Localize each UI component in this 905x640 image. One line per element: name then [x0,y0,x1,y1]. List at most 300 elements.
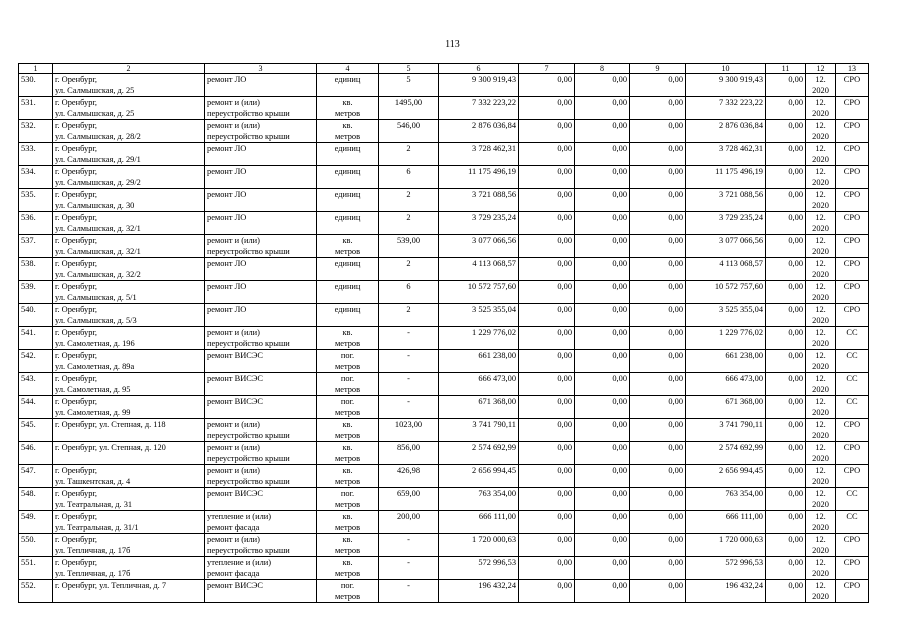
deadline-cell [806,511,836,534]
deadline-cell [806,166,836,189]
col10-cell [686,465,766,488]
col8-cell [575,120,630,143]
method-cell-text: СРО [843,213,861,222]
work-type-cell [205,442,317,465]
address-cell-text: г. Оренбург, ул. Тепличная, д. 7 [55,581,167,590]
deadline-cell-text: 2020 [812,224,829,233]
table-row [19,166,869,189]
unit-cell-text: метров [334,362,361,371]
cost-cell-text: 1 720 000,63 [472,535,516,544]
cost-cell-text: 10 572 757,60 [467,282,516,291]
row-number-text: 537. [21,236,36,245]
deadline-cell [806,465,836,488]
col9-cell [630,74,686,97]
col8-cell-text: 0,00 [612,167,627,176]
col8-cell [575,304,630,327]
unit-cell [317,120,379,143]
unit-cell [317,488,379,511]
address-cell-text: ул. Салмышская, д. 30 [55,201,135,210]
col7-cell [519,350,575,373]
deadline-cell-text: 12. [815,305,826,314]
quantity-cell [379,488,439,511]
quantity-cell-text: - [407,558,410,567]
col9-cell [630,97,686,120]
col7-cell [519,212,575,235]
col11-cell-text: 0,00 [788,190,803,199]
address-cell-text: ул. Салмышская, д. 32/1 [55,247,141,256]
work-type-cell-text: ремонт ВИСЭС [207,397,263,406]
col8-cell-text: 0,00 [612,328,627,337]
col8-cell-text: 0,00 [612,397,627,406]
column-header-7: 7 [519,64,575,74]
col11-cell-text: 0,00 [788,167,803,176]
col11-cell [766,235,806,258]
cost-cell [439,442,519,465]
quantity-cell [379,327,439,350]
col8-cell [575,534,630,557]
col11-cell [766,258,806,281]
col9-cell [630,442,686,465]
cost-cell [439,373,519,396]
col8-cell-text: 0,00 [612,581,627,590]
quantity-cell [379,419,439,442]
deadline-cell [806,120,836,143]
col8-cell-text: 0,00 [612,121,627,130]
unit-cell [317,97,379,120]
unit-cell-text: кв. [342,420,353,429]
address-cell-text: г. Оренбург, [55,75,98,84]
row-number-text: 531. [21,98,36,107]
col8-cell [575,557,630,580]
cost-cell-text: 3 077 066,56 [472,236,516,245]
col11-cell-text: 0,00 [788,98,803,107]
method-cell-text: СРО [843,282,861,291]
unit-cell [317,166,379,189]
col9-cell [630,120,686,143]
col7-cell-text: 0,00 [557,420,572,429]
address-cell-text: г. Оренбург, [55,282,98,291]
address-cell-text: ул. Театральная, д. 31 [55,500,133,509]
deadline-cell-text: 12. [815,443,826,452]
quantity-cell-text: 2 [406,305,411,314]
col9-cell-text: 0,00 [668,190,683,199]
work-type-cell [205,212,317,235]
column-header-6: 6 [439,64,519,74]
deadline-cell-text: 2020 [812,270,829,279]
col7-cell-text: 0,00 [557,98,572,107]
method-cell-text: СРО [843,535,861,544]
row-number [19,74,53,97]
work-type-cell-text: переустройство крыши [207,477,290,486]
col8-cell [575,281,630,304]
work-type-cell-text: ремонт и (или) [207,466,260,475]
table-row [19,212,869,235]
col10-cell [686,442,766,465]
cost-cell [439,580,519,603]
quantity-cell-text: 659,00 [396,489,421,498]
unit-cell [317,212,379,235]
cost-cell [439,488,519,511]
col9-cell-text: 0,00 [668,328,683,337]
address-cell-text: г. Оренбург, [55,489,98,498]
deadline-cell-text: 2020 [812,500,829,509]
row-number [19,281,53,304]
col7-cell-text: 0,00 [557,328,572,337]
work-type-cell [205,304,317,327]
work-type-cell [205,534,317,557]
address-cell-text: г. Оренбург, [55,328,98,337]
cost-cell-text: 671 368,00 [478,397,516,406]
col9-cell-text: 0,00 [668,75,683,84]
unit-cell-text: пог. [340,351,355,360]
row-number [19,235,53,258]
col8-cell-text: 0,00 [612,190,627,199]
col10-cell-text: 7 332 223,22 [719,98,763,107]
col10-cell-text: 572 996,53 [725,558,763,567]
cost-cell [439,258,519,281]
unit-cell-text: кв. [342,236,353,245]
unit-cell-text: метров [334,477,361,486]
deadline-cell-text: 12. [815,466,826,475]
work-type-cell-text: ремонт ЛО [207,75,247,84]
cost-cell [439,534,519,557]
deadline-cell-text: 2020 [812,362,829,371]
unit-cell-text: единиц [334,190,361,199]
col11-cell-text: 0,00 [788,581,803,590]
table-row [19,488,869,511]
deadline-cell-text: 2020 [812,132,829,141]
col8-cell-text: 0,00 [612,420,627,429]
cost-cell-text: 3 728 462,31 [472,144,516,153]
col9-cell-text: 0,00 [668,489,683,498]
method-cell [836,465,869,488]
address-cell-text: г. Оренбург, [55,374,98,383]
col7-cell [519,419,575,442]
method-cell [836,580,869,603]
work-type-cell-text: ремонт ЛО [207,167,247,176]
col11-cell-text: 0,00 [788,535,803,544]
cost-cell [439,235,519,258]
work-type-cell [205,189,317,212]
method-cell [836,97,869,120]
row-number [19,166,53,189]
col7-cell-text: 0,00 [557,213,572,222]
address-cell-text: г. Оренбург, ул. Степная, д. 120 [55,443,166,452]
col9-cell [630,304,686,327]
col11-cell [766,419,806,442]
col9-cell [630,419,686,442]
row-number-text: 532. [21,121,36,130]
unit-cell [317,281,379,304]
address-cell [53,189,205,212]
col11-cell [766,557,806,580]
deadline-cell [806,327,836,350]
col10-cell [686,511,766,534]
unit-cell [317,465,379,488]
unit-cell [317,442,379,465]
deadline-cell-text: 2020 [812,201,829,210]
unit-cell-text: метров [334,500,361,509]
address-cell-text: г. Оренбург, [55,466,98,475]
quantity-cell-text: - [407,328,410,337]
col9-cell-text: 0,00 [668,121,683,130]
col9-cell-text: 0,00 [668,397,683,406]
table-row [19,442,869,465]
col11-cell [766,511,806,534]
col9-cell [630,350,686,373]
col8-cell-text: 0,00 [612,213,627,222]
unit-cell-text: пог. [340,397,355,406]
address-cell-text: ул. Салмышская, д. 25 [55,86,135,95]
col11-cell [766,534,806,557]
column-header-8: 8 [575,64,630,74]
table-row [19,511,869,534]
col9-cell-text: 0,00 [668,420,683,429]
address-cell-text: ул. Салмышская, д. 5/3 [55,316,137,325]
cost-cell [439,327,519,350]
col10-cell [686,373,766,396]
col8-cell [575,442,630,465]
col7-cell [519,235,575,258]
col10-cell-text: 666 473,00 [725,374,763,383]
page-number: 113 [445,39,460,50]
column-header-13: 13 [836,64,869,74]
col8-cell [575,350,630,373]
deadline-cell [806,488,836,511]
col11-cell [766,488,806,511]
col8-cell [575,488,630,511]
col8-cell [575,396,630,419]
col7-cell-text: 0,00 [557,305,572,314]
table-row [19,350,869,373]
work-type-cell-text: ремонт и (или) [207,535,260,544]
col7-cell-text: 0,00 [557,259,572,268]
column-header-12: 12 [806,64,836,74]
col8-cell [575,419,630,442]
unit-cell-text: пог. [340,489,355,498]
deadline-cell-text: 12. [815,512,826,521]
deadline-cell-text: 12. [815,581,826,590]
work-type-cell-text: ремонт и (или) [207,420,260,429]
method-cell [836,534,869,557]
unit-cell-text: метров [334,132,361,141]
row-number-text: 538. [21,259,36,268]
col11-cell-text: 0,00 [788,144,803,153]
col10-cell-text: 763 354,00 [725,489,763,498]
col7-cell [519,143,575,166]
cost-cell [439,212,519,235]
work-type-cell-text: переустройство крыши [207,109,290,118]
quantity-cell-text: - [407,581,410,590]
quantity-cell-text: 5 [406,75,411,84]
work-type-cell-text: ремонт ЛО [207,190,247,199]
col7-cell-text: 0,00 [557,512,572,521]
col9-cell [630,534,686,557]
col7-cell-text: 0,00 [557,236,572,245]
col11-cell [766,327,806,350]
work-type-cell-text: ремонт ЛО [207,282,247,291]
method-cell-text: СС [846,489,858,498]
col7-cell-text: 0,00 [557,374,572,383]
address-cell-text: ул. Самолетная, д. 99 [55,408,131,417]
unit-cell-text: единиц [334,167,361,176]
table-row [19,74,869,97]
col7-cell-text: 0,00 [557,75,572,84]
col7-cell [519,465,575,488]
method-cell-text: СРО [843,98,861,107]
address-cell [53,580,205,603]
col7-cell-text: 0,00 [557,558,572,567]
unit-cell-text: метров [334,408,361,417]
col9-cell [630,212,686,235]
row-number-text: 548. [21,489,36,498]
cost-cell-text: 7 332 223,22 [472,98,516,107]
deadline-cell-text: 2020 [812,316,829,325]
deadline-cell [806,373,836,396]
col9-cell [630,373,686,396]
work-type-cell [205,350,317,373]
work-type-cell-text: переустройство крыши [207,132,290,141]
col10-cell [686,419,766,442]
col11-cell [766,442,806,465]
col7-cell [519,373,575,396]
address-cell [53,396,205,419]
deadline-cell [806,74,836,97]
unit-cell-text: единиц [334,259,361,268]
col11-cell [766,396,806,419]
col7-cell [519,488,575,511]
cost-cell [439,143,519,166]
row-number-text: 535. [21,190,36,199]
unit-cell [317,511,379,534]
col11-cell [766,143,806,166]
cost-cell-text: 666 111,00 [478,512,516,521]
row-number [19,465,53,488]
deadline-cell-text: 12. [815,535,826,544]
work-type-cell-text: переустройство крыши [207,454,290,463]
row-number-text: 550. [21,535,36,544]
unit-cell [317,350,379,373]
col9-cell-text: 0,00 [668,466,683,475]
deadline-cell-text: 2020 [812,385,829,394]
address-cell-text: г. Оренбург, [55,535,98,544]
unit-cell [317,327,379,350]
col9-cell-text: 0,00 [668,282,683,291]
method-cell-text: СРО [843,144,861,153]
method-cell [836,74,869,97]
col8-cell [575,373,630,396]
work-type-cell [205,327,317,350]
col11-cell [766,281,806,304]
col7-cell [519,304,575,327]
deadline-cell [806,281,836,304]
cost-cell-text: 196 432,24 [478,581,516,590]
method-cell [836,166,869,189]
unit-cell-text: метров [334,247,361,256]
cost-cell-text: 3 525 355,04 [472,305,516,314]
cost-cell-text: 661 238,00 [478,351,516,360]
address-cell-text: г. Оренбург, [55,512,98,521]
col7-cell [519,74,575,97]
col8-cell-text: 0,00 [612,144,627,153]
unit-cell [317,373,379,396]
col9-cell-text: 0,00 [668,305,683,314]
col10-cell [686,166,766,189]
quantity-cell [379,235,439,258]
col8-cell-text: 0,00 [612,512,627,521]
row-number [19,327,53,350]
unit-cell-text: метров [334,592,361,601]
row-number-text: 533. [21,144,36,153]
work-type-cell-text: ремонт фасада [207,523,260,532]
cost-cell [439,419,519,442]
col10-cell-text: 1 229 776,02 [719,328,763,337]
method-cell-text: СРО [843,443,861,452]
col8-cell [575,74,630,97]
col10-cell [686,488,766,511]
work-type-cell [205,281,317,304]
address-cell-text: ул. Театральная, д. 31/1 [55,523,139,532]
quantity-cell [379,281,439,304]
deadline-cell-text: 12. [815,420,826,429]
col10-cell [686,235,766,258]
work-type-cell-text: переустройство крыши [207,247,290,256]
work-type-cell-text: ремонт ЛО [207,144,247,153]
method-cell-text: СРО [843,236,861,245]
col7-cell [519,511,575,534]
work-type-cell-text: ремонт и (или) [207,443,260,452]
col10-cell-text: 11 175 496,19 [715,167,763,176]
col7-cell [519,580,575,603]
cost-cell [439,189,519,212]
quantity-cell [379,580,439,603]
col9-cell-text: 0,00 [668,535,683,544]
quantity-cell [379,534,439,557]
col8-cell-text: 0,00 [612,466,627,475]
address-cell [53,327,205,350]
column-header-4: 4 [317,64,379,74]
col8-cell [575,166,630,189]
row-number-text: 530. [21,75,36,84]
col9-cell-text: 0,00 [668,98,683,107]
row-number [19,534,53,557]
work-type-cell [205,97,317,120]
column-header-2: 2 [53,64,205,74]
col11-cell [766,212,806,235]
quantity-cell [379,350,439,373]
row-number [19,396,53,419]
quantity-cell [379,166,439,189]
quantity-cell-text: 6 [406,282,411,291]
address-cell [53,120,205,143]
unit-cell-text: метров [334,569,361,578]
row-number [19,511,53,534]
col7-cell-text: 0,00 [557,397,572,406]
col7-cell-text: 0,00 [557,121,572,130]
quantity-cell-text: 6 [406,167,411,176]
work-type-cell [205,396,317,419]
unit-cell [317,74,379,97]
method-cell [836,419,869,442]
row-number-text: 552. [21,581,36,590]
unit-cell [317,189,379,212]
col9-cell-text: 0,00 [668,558,683,567]
address-cell [53,442,205,465]
unit-cell-text: метров [334,523,361,532]
col7-cell-text: 0,00 [557,535,572,544]
unit-cell-text: метров [334,109,361,118]
deadline-cell [806,557,836,580]
